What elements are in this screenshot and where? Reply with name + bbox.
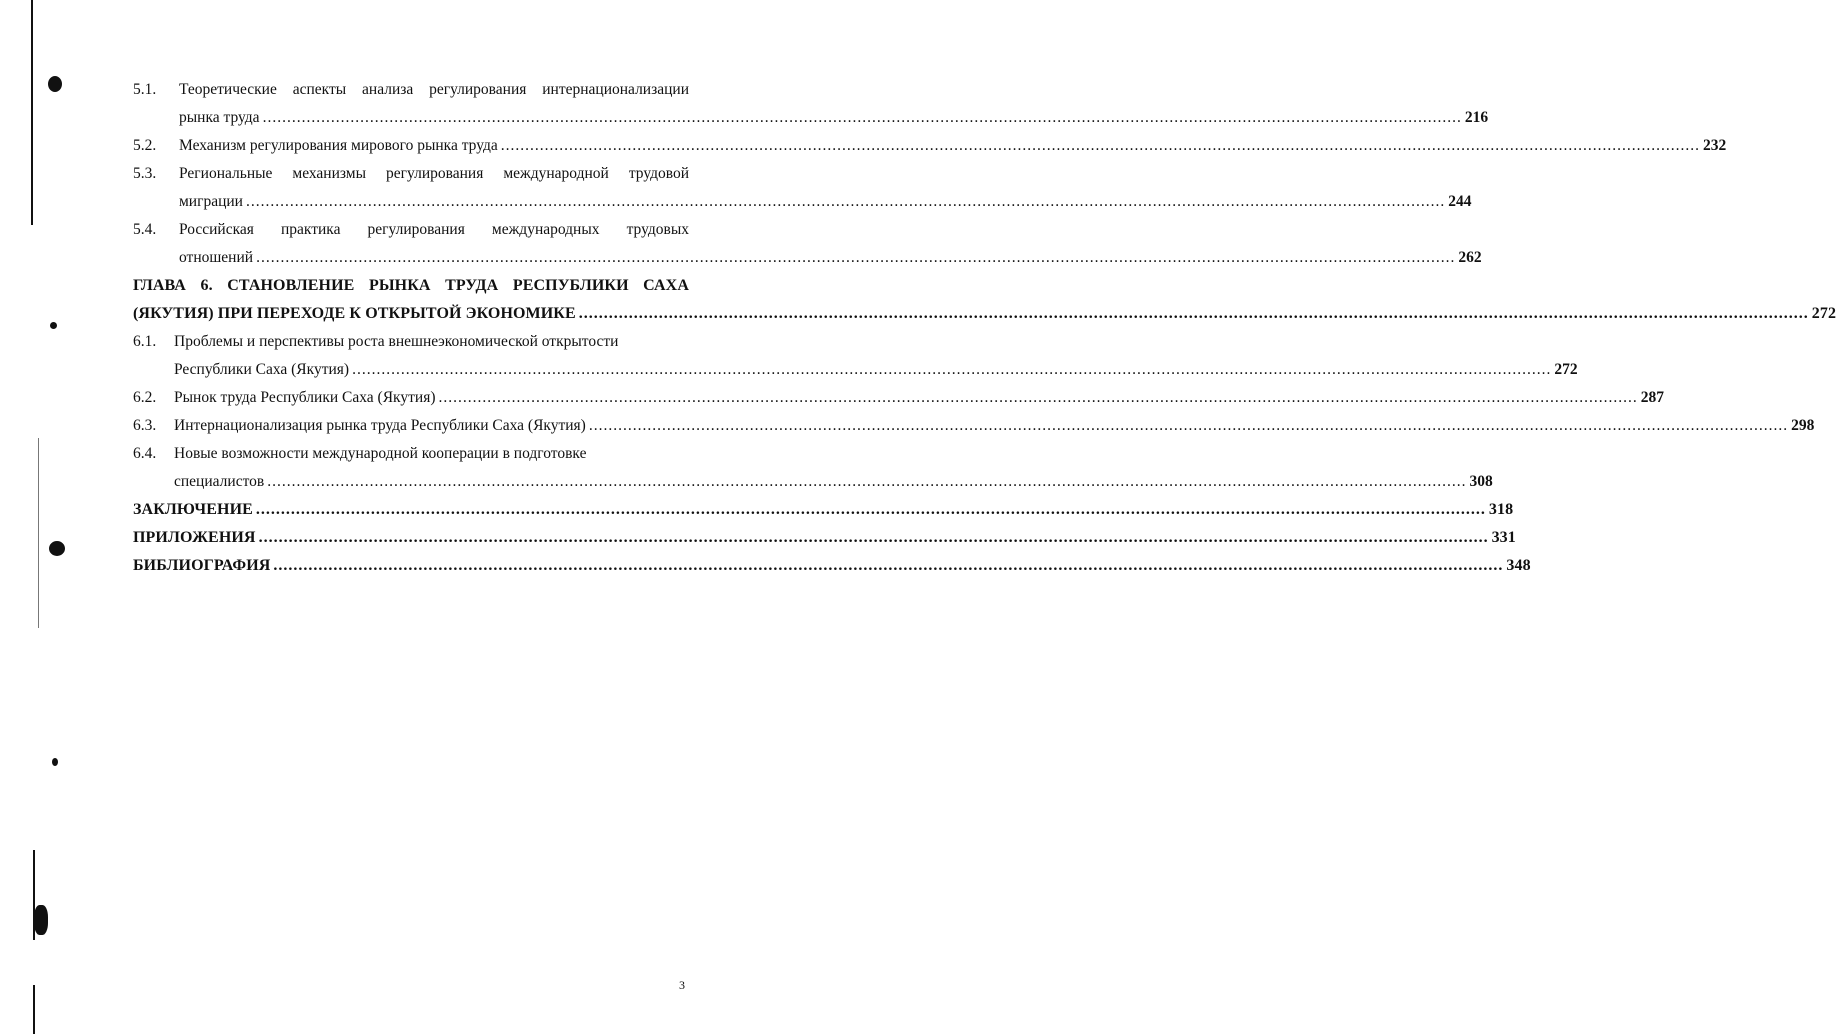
hole-punch-mark [50,322,57,329]
toc-chapter-title: ГЛАВА 6. СТАНОВЛЕНИЕ РЫНКА ТРУДА РЕСПУБЛИКИ САХА [133,277,689,294]
toc-chapter-title: (ЯКУТИЯ) ПРИ ПЕРЕХОДЕ К ОТКРЫТОЙ ЭКОНОМИКЕ [133,305,576,322]
dot-leader [501,132,1700,160]
toc-number: 6.1. [133,333,157,350]
toc-title: миграции [179,193,243,210]
dot-leader [589,412,1788,440]
toc-entry-5-3[interactable] [133,160,689,188]
toc-chapter-6-cont[interactable] [133,300,1836,328]
toc-page-number: 348 [1506,557,1531,574]
toc-title: Теоретические аспекты анализа регулирования интернационализации [179,81,689,98]
page-number: 3 [679,978,685,992]
dot-leader [256,496,1486,524]
toc-entry-6-4-cont[interactable] [133,468,1493,496]
scan-edge-line [38,438,39,628]
toc-page-number: 232 [1703,137,1727,154]
toc-page-number: 331 [1491,529,1516,546]
toc-title: Региональные механизмы регулирования международной трудовой [179,165,689,182]
toc-number: 6.3. [133,417,157,434]
dot-leader [263,104,1462,132]
toc-page-number: 262 [1458,249,1482,266]
hole-punch-mark [34,905,48,935]
toc-entry-6-4[interactable] [133,440,689,468]
toc-number: 5.2. [133,137,157,154]
toc-number: 6.4. [133,445,157,462]
toc-title: рынка труда [179,109,260,126]
toc-number: 5.1. [133,81,157,98]
toc-page-number: 244 [1448,193,1472,210]
toc-section-title: БИБЛИОГРАФИЯ [133,557,271,574]
toc-section-title: ПРИЛОЖЕНИЯ [133,529,256,546]
toc-title: Республики Саха (Якутия) [174,361,350,378]
toc-page-number: 216 [1464,109,1489,126]
toc-entry-5-2[interactable] [133,132,1727,160]
toc-entry-5-4[interactable] [133,216,689,244]
dot-leader [267,468,1466,496]
toc-appendices[interactable] [133,524,1516,552]
toc-page-number: 318 [1488,501,1514,518]
hole-punch-mark [52,758,58,766]
dot-leader [256,244,1455,272]
toc-page-number: 308 [1469,473,1493,490]
toc-section-title: ЗАКЛЮЧЕНИЕ [133,501,253,518]
toc-title: Новые возможности международной кооперации в подготовке [174,445,587,462]
scan-edge-line [31,0,33,225]
toc-conclusion[interactable] [133,496,1514,524]
toc-title: Механизм регулирования мирового рынка труда [179,137,498,154]
toc-entry-5-3-cont[interactable] [133,188,1472,216]
dot-leader [438,384,1637,412]
scan-edge-line [33,985,35,1034]
hole-punch-mark [49,541,65,556]
dot-leader [259,524,1489,552]
toc-entry-6-3[interactable] [133,412,1815,440]
toc-page-number: 272 [1554,361,1578,378]
toc-entry-5-1[interactable] [133,76,689,104]
toc-title: Рынок труда Республики Саха (Якутия) [174,389,436,406]
toc-entry-6-1-cont[interactable] [133,356,1578,384]
toc-title: Интернационализация рынка труда Республики Саха (Якутия) [174,417,586,434]
toc-title: отношений [179,249,254,266]
toc-number: 5.4. [133,221,157,238]
toc-entry-6-1[interactable] [133,328,689,356]
toc-number: 5.3. [133,165,157,182]
toc-chapter-6[interactable] [133,272,689,300]
toc-page-number: 272 [1811,305,1836,322]
hole-punch-mark [48,76,62,92]
toc-page-number: 298 [1791,417,1815,434]
dot-leader [273,552,1503,580]
dot-leader [246,188,1445,216]
toc-bibliography[interactable] [133,552,1531,580]
toc-entry-6-2[interactable] [133,384,1664,412]
dot-leader [579,300,1809,328]
toc-page-number: 287 [1640,389,1664,406]
toc-number: 6.2. [133,389,157,406]
toc-title: Российская практика регулирования международных трудовых [179,221,689,238]
dot-leader [352,356,1551,384]
toc-title: специалистов [174,473,265,490]
toc-title: Проблемы и перспективы роста внешнеэкономической открытости [174,333,619,350]
toc-entry-5-1-cont[interactable] [133,104,1489,132]
toc-entry-5-4-cont[interactable] [133,244,1482,272]
